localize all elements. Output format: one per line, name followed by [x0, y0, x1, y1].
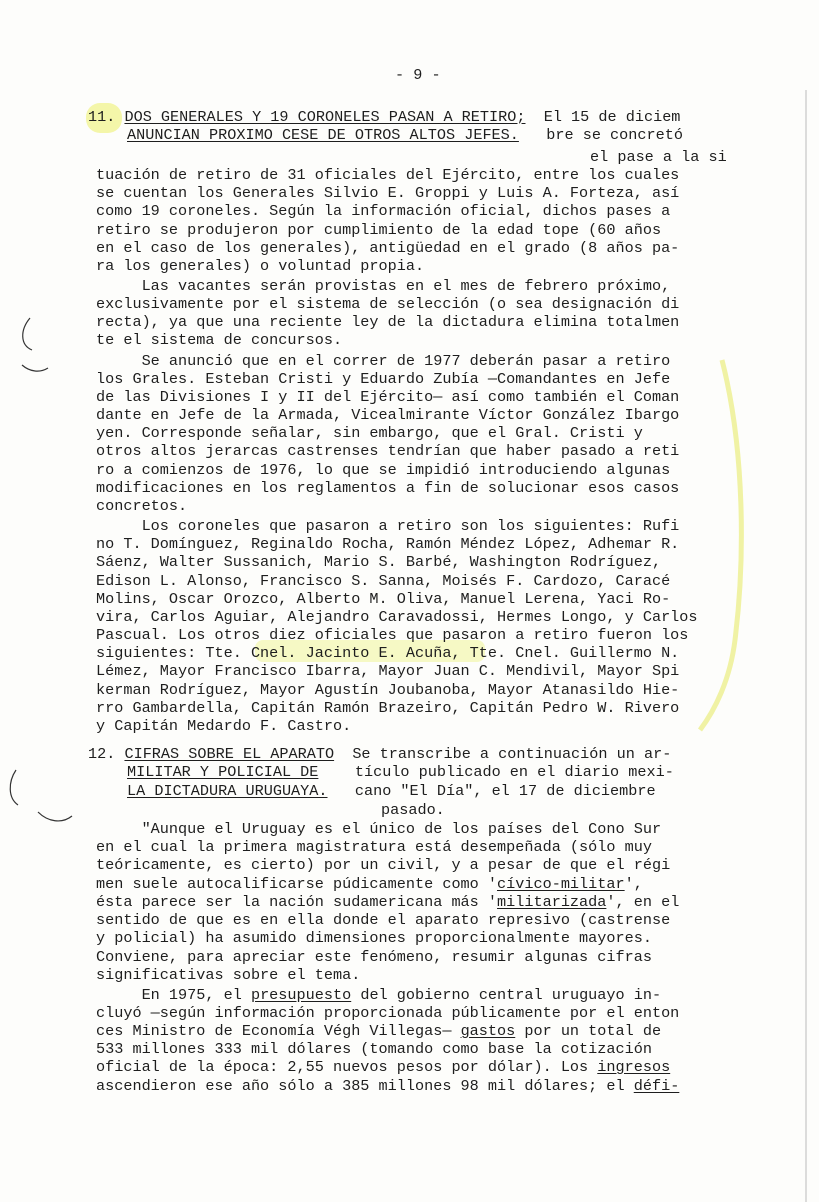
text-segment: 12.: [88, 745, 116, 763]
text-line: [96, 1060, 670, 1075]
pencil-bracket: [10, 770, 18, 805]
text-segment: Se anunció que en el correr de 1977 deberán pasar a retiro: [96, 352, 671, 370]
text-line: [96, 1024, 661, 1039]
text-segment: otros altos jerarcas castrenses tendrían que haber pasado a reti: [96, 442, 680, 460]
text-line: [96, 968, 360, 983]
text-line: [96, 822, 661, 837]
text-segment: ', en el: [606, 893, 680, 911]
text-segment: Molins, Oscar Orozco, Alberto M. Oliva, Manuel Lerena, Yaci Ro-: [96, 590, 671, 608]
text-line: [96, 426, 643, 441]
underlined-text: cívico-militar: [497, 875, 625, 893]
text-line: [96, 408, 679, 423]
text-segment: del gobierno central uruguayo in-: [351, 986, 662, 1004]
text-line: [96, 537, 679, 552]
underlined-text: gastos: [460, 1022, 516, 1040]
underlined-text: défi-: [633, 1077, 680, 1095]
underlined-text: militarizada: [497, 893, 607, 911]
text-line: [96, 683, 679, 698]
text-line: [96, 592, 670, 607]
text-segment: ro a comienzos de 1976, lo que se impidió introduciendo algunas: [96, 461, 671, 479]
text-segment: en el caso de los generales), antigüedad en el grado (8 años pa-: [96, 239, 680, 257]
text-segment: por un total de: [515, 1022, 662, 1040]
text-line: [96, 259, 424, 274]
text-segment: ésta parece ser la nación sudamericana más ': [96, 893, 498, 911]
text-segment: men suele autocalificarse púdicamente como ': [96, 875, 498, 893]
text-line: [96, 877, 643, 892]
text-segment: cluyó —según información proporcionada públicamente por el enton: [96, 1004, 680, 1022]
text-segment: concretos.: [96, 497, 188, 515]
text-segment: significativas sobre el tema.: [96, 966, 361, 984]
text-line: [127, 128, 683, 143]
text-segment: ascendieron ese año sólo a 385 millones 98 mil dólares; el: [96, 1077, 634, 1095]
text-segment: Las vacantes serán provistas en el mes de febrero próximo,: [96, 277, 671, 295]
underlined-text: presupuesto: [250, 986, 352, 1004]
text-segment: yen. Corresponde señalar, sin embargo, que el Gral. Cristi y: [96, 424, 643, 442]
text-segment: oficial de la época: 2,55 nuevos pesos por dólar). Los: [96, 1058, 598, 1076]
text-segment: El 15 de diciem: [525, 108, 681, 126]
underlined-text: ingresos: [597, 1058, 671, 1076]
text-segment: y Capitán Medardo F. Castro.: [96, 717, 352, 735]
text-line: [96, 1079, 679, 1094]
text-line: [96, 241, 679, 256]
text-line: [96, 628, 688, 643]
text-line: [96, 390, 679, 405]
text-segment: retiro se produjeron por cumplimiento de la edad tope (60 años: [96, 221, 662, 239]
text-line: [96, 950, 652, 965]
text-line: [96, 913, 670, 928]
text-line: [96, 481, 679, 496]
text-line: [96, 297, 679, 312]
text-line: [96, 988, 661, 1003]
pencil-bracket: [23, 318, 32, 350]
text-line: [96, 223, 661, 238]
text-line: [127, 784, 656, 799]
underlined-text: DOS GENERALES Y 19 CORONELES PASAN A RETIRO;: [124, 108, 526, 126]
text-segment: tículo publicado en el diario mexi-: [318, 763, 674, 781]
text-segment: en el cual la primera magistratura está desempeñada (sólo muy: [96, 838, 652, 856]
text-line: [88, 110, 680, 125]
text-line: [96, 1006, 679, 1021]
page-number: - 9 -: [395, 66, 441, 84]
text-segment: siguientes: Tte. Cnel. Jacinto E. Acuña, Tte. Cnel. Guillermo N.: [96, 644, 680, 662]
text-segment: recta), ya que una reciente ley de la dictadura elimina totalmen: [96, 313, 680, 331]
text-segment: 533 millones 333 mil dólares (tomando como base la cotización: [96, 1040, 652, 1058]
text-line: [96, 895, 679, 910]
text-line: [96, 1042, 652, 1057]
text-segment: Se transcribe a continuación un ar-: [334, 745, 672, 763]
text-line: [96, 610, 698, 625]
text-line: [88, 747, 671, 762]
text-segment: ces Ministro de Economía Végh Villegas—: [96, 1022, 461, 1040]
text-line: [127, 765, 674, 780]
text-line: [96, 354, 670, 369]
text-segment: tuación de retiro de 31 oficiales del Ejército, entre los cuales: [96, 166, 680, 184]
text-line: [590, 150, 727, 165]
text-segment: ra los generales) o voluntad propia.: [96, 257, 425, 275]
text-line: [96, 840, 652, 855]
text-segment: ',: [624, 875, 643, 893]
text-line: [96, 931, 652, 946]
pencil-bracket: [22, 365, 48, 371]
text-line: [96, 664, 679, 679]
text-segment: de las Divisiones I y II del Ejército— así como también el Coman: [96, 388, 680, 406]
text-segment: 11.: [88, 108, 116, 126]
text-segment: modificaciones en los reglamentos a fin de solucionar esos casos: [96, 479, 680, 497]
text-segment: teóricamente, es cierto) por un civil, y a pesar de que el régi: [96, 856, 671, 874]
text-segment: rro Gambardella, Capitán Ramón Brazeiro, Capitán Pedro W. Rivero: [96, 699, 680, 717]
text-segment: exclusivamente por el sistema de selección (o sea designación di: [96, 295, 680, 313]
text-segment: Conviene, para apreciar este fenómeno, resumir algunas cifras: [96, 948, 652, 966]
text-segment: no T. Domínguez, Reginaldo Rocha, Ramón Méndez López, Adhemar R.: [96, 535, 680, 553]
text-segment: se cuentan los Generales Silvio E. Groppi y Luis A. Forteza, así: [96, 184, 680, 202]
text-line: [96, 279, 670, 294]
text-line: [96, 444, 679, 459]
text-line: [96, 499, 187, 514]
text-segment: Edison L. Alonso, Francisco S. Sanna, Moisés F. Cardozo, Caracé: [96, 572, 671, 590]
text-segment: te el sistema de concursos.: [96, 331, 343, 349]
text-line: [96, 333, 342, 348]
text-segment: pasado.: [381, 801, 445, 819]
pencil-bracket: [38, 812, 72, 821]
underlined-text: LA DICTADURA URUGUAYA.: [127, 782, 328, 800]
text-line: [96, 463, 670, 478]
text-segment: Los coroneles que pasaron a retiro son los siguientes: Rufi: [96, 517, 680, 535]
text-line: [96, 646, 679, 661]
underlined-text: CIFRAS SOBRE EL APARATO: [124, 745, 335, 763]
text-segment: Pascual. Los otros diez oficiales que pasaron a retiro fueron los: [96, 626, 689, 644]
text-segment: kerman Rodríguez, Mayor Agustín Joubanoba, Mayor Atanasildo Hie-: [96, 681, 680, 699]
text-segment: Lémez, Mayor Francisco Ibarra, Mayor Juan C. Mendivil, Mayor Spi: [96, 662, 680, 680]
highlighter-line: [700, 360, 741, 730]
text-line: [381, 803, 445, 818]
text-segment: vira, Carlos Aguiar, Alejandro Caravadossi, Hermes Longo, y Carlos: [96, 608, 698, 626]
text-line: [96, 519, 679, 534]
text-segment: el pase a la si: [590, 148, 727, 166]
text-line: [96, 186, 679, 201]
text-line: [96, 204, 670, 219]
text-segment: cano "El Día", el 17 de diciembre: [327, 782, 656, 800]
text-line: [96, 719, 351, 734]
text-segment: dante en Jefe de la Armada, Vicealmirante Víctor González Ibargo: [96, 406, 680, 424]
text-segment: Sáenz, Walter Sussanich, Mario S. Barbé, Washington Rodríguez,: [96, 553, 662, 571]
text-line: [96, 372, 670, 387]
text-line: [96, 168, 679, 183]
text-line: [96, 858, 670, 873]
text-line: [96, 701, 679, 716]
underlined-text: MILITAR Y POLICIAL DE: [127, 763, 319, 781]
text-segment: bre se concretó: [518, 126, 683, 144]
text-segment: y policial) ha asumido dimensiones proporcionalmente mayores.: [96, 929, 652, 947]
text-line: [96, 555, 661, 570]
text-line: [96, 574, 670, 589]
text-segment: En 1975, el: [96, 986, 251, 1004]
underlined-text: ANUNCIAN PROXIMO CESE DE OTROS ALTOS JEFES.: [127, 126, 519, 144]
text-segment: los Grales. Esteban Cristi y Eduardo Zubía —Comandantes en Jefe: [96, 370, 671, 388]
text-segment: "Aunque el Uruguay es el único de los países del Cono Sur: [96, 820, 662, 838]
text-line: [96, 315, 679, 330]
text-segment: sentido de que es en ella donde el aparato represivo (castrense: [96, 911, 671, 929]
text-segment: como 19 coroneles. Según la información oficial, dichos pases a: [96, 202, 671, 220]
